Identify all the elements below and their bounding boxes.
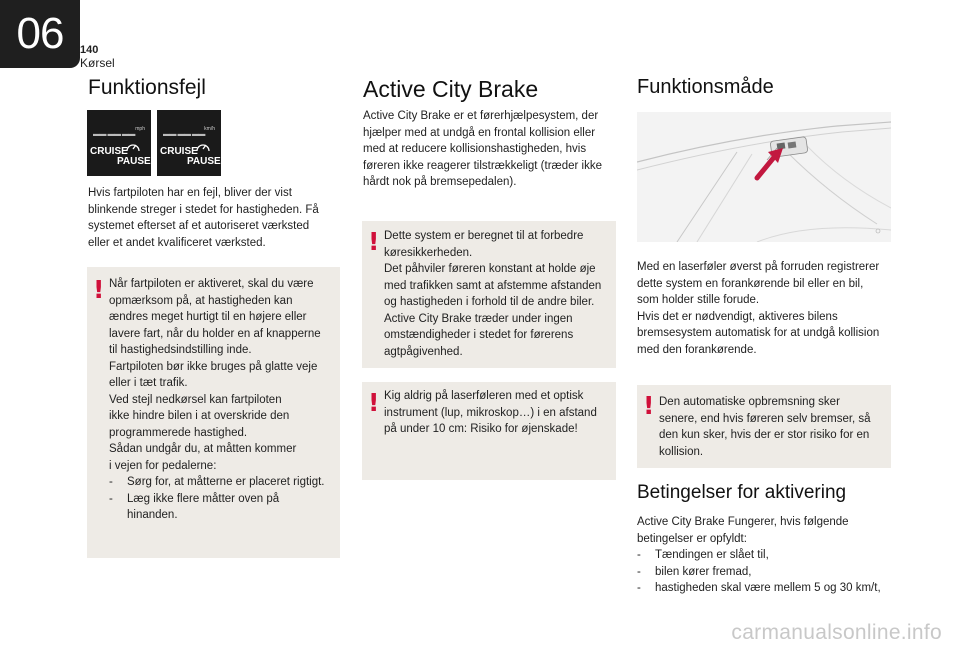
list-text: bilen kører fremad, xyxy=(655,565,752,578)
warning-text xyxy=(109,276,339,524)
warning-box-laser xyxy=(362,382,616,480)
list-item xyxy=(109,491,339,524)
warning-box-braking xyxy=(637,385,891,468)
cruise-pause-mph-icon xyxy=(87,110,151,176)
heading-betingelser: Betingelser for aktivering xyxy=(637,482,847,503)
list-item xyxy=(109,474,339,491)
list-text: Sørg for, at måtterne er placeret rigtigt. xyxy=(127,476,325,488)
cruise-pause-icons xyxy=(87,110,221,176)
text-line: Når fartpiloten er aktiveret, skal du være xyxy=(109,278,314,290)
text-line: i vejen for pedalerne: xyxy=(109,459,217,472)
text-line: Sådan undgår du, at måtten kommer xyxy=(109,443,297,455)
paragraph-funktionsmaade xyxy=(637,259,899,358)
text-line: Active City Brake Fungerer, hvis følgende xyxy=(637,516,849,528)
warning-text xyxy=(659,394,889,460)
text-line: agtpågivenhed. xyxy=(384,345,463,358)
text-line: Kig aldrig på laserføleren med et optisk xyxy=(384,390,584,402)
list-text: Tændingen er slået til, xyxy=(655,549,769,561)
list-text: Læg ikke flere måtter oven på xyxy=(127,492,280,505)
heading-funktionsmaade: Funktionsmåde xyxy=(637,76,774,98)
list-dash: - xyxy=(109,492,113,505)
text-line: med den forankørende. xyxy=(637,343,757,356)
unit-label: mph xyxy=(135,126,145,132)
blinking-dashes: ▬▬ ▬▬ ▬▬ xyxy=(163,131,205,138)
cruise-label: CRUISE xyxy=(90,146,128,157)
warning-icon: ! xyxy=(368,388,380,417)
pause-label: PAUSE xyxy=(117,156,151,167)
text-line: omstændigheder i stedet for førerens xyxy=(384,329,574,341)
warning-icon: ! xyxy=(368,227,380,256)
text-line: køresikkerheden. xyxy=(384,246,473,259)
text-line: programmerede hastighed. xyxy=(109,426,248,439)
text-line: Dette system er beregnet til at forbedre xyxy=(384,230,584,242)
text-line: dette system en forankørende bil eller en bil, xyxy=(637,277,864,290)
list-item xyxy=(637,547,899,564)
text-line: Active City Brake træder under ingen xyxy=(384,312,573,325)
warning-box-cruise xyxy=(87,267,340,558)
list-item xyxy=(637,564,899,581)
text-line: systemet efterset af et autoriseret værksted xyxy=(88,220,310,232)
list-dash: - xyxy=(637,565,641,578)
paragraph-active-city-brake xyxy=(363,108,621,191)
text-line: hårdt nok på bremsepedalen). xyxy=(363,176,517,188)
blinking-dashes: ▬▬ ▬▬ ▬▬ xyxy=(93,131,135,138)
text-line: Det påhviler føreren konstant at holde øje xyxy=(384,263,596,275)
text-line: Hvis fartpiloten har en fejl, bliver der vist xyxy=(88,187,292,199)
text-line: med at reducere kollisionshastigheden, hvis xyxy=(363,143,587,155)
warning-box-safety xyxy=(362,221,616,368)
paragraph-funktionsfejl xyxy=(88,185,348,251)
watermark: carmanualsonline.info xyxy=(731,621,942,644)
text-line: eller et andet kvalificeret værksted. xyxy=(88,236,266,249)
list-item xyxy=(637,580,899,597)
text-line: bremsesystem automatisk for at undgå kollision xyxy=(637,327,880,339)
text-line: instrument (lup, mikroskop…) i en afstand xyxy=(384,406,597,419)
text-line: den kun sker, hvis der er stor risiko for en xyxy=(659,429,870,441)
text-line: Active City Brake er et førerhjælpesystem, der xyxy=(363,110,599,122)
text-line: kollision. xyxy=(659,445,704,458)
warning-icon: ! xyxy=(643,391,655,420)
text-line: Fartpiloten bør ikke bruges på glatte veje xyxy=(109,360,318,373)
unit-label: km/h xyxy=(204,126,215,132)
text-line: føreren ikke reagerer tilstrækkeligt (træder ikke xyxy=(363,159,603,172)
text-line: Hvis det er nødvendigt, aktiveres bilens xyxy=(637,310,838,323)
chapter-tab: 06 xyxy=(0,0,80,68)
text-line: på under 10 cm: Risiko for øjenskade! xyxy=(384,423,578,435)
text-line: til hastighedsindstilling inde. xyxy=(109,344,252,356)
text-line: betingelser er opfyldt: xyxy=(637,532,747,545)
cruise-pause-kmh-icon xyxy=(157,110,221,176)
list-dash: - xyxy=(637,549,641,561)
car-windshield-drawing xyxy=(637,112,891,242)
text-line: blinkende streger i stedet for hastigheden. Få xyxy=(88,203,319,216)
heading-funktionsfejl: Funktionsfejl xyxy=(88,76,206,99)
text-line: lavere fart, når du holder en af knapperne xyxy=(109,327,321,340)
cruise-label: CRUISE xyxy=(160,146,198,157)
text-line: ikke hindre bilen i at overskride den xyxy=(109,410,290,422)
text-line: ændres meget hurtigt til en højere eller xyxy=(109,311,307,323)
list-text: hastigheden skal være mellem 5 og 30 km/t, xyxy=(655,582,881,594)
list-dash: - xyxy=(109,476,113,488)
list-text: hinanden. xyxy=(127,509,178,521)
text-line: opmærksom på, at hastigheden kan xyxy=(109,294,293,307)
text-line: eller i tæt trafik. xyxy=(109,377,188,389)
pause-label: PAUSE xyxy=(187,156,221,167)
warning-text xyxy=(384,228,614,360)
warning-text xyxy=(384,388,614,438)
windshield-sensor-illustration xyxy=(637,112,891,242)
paragraph-betingelser xyxy=(637,514,899,597)
text-line: Ved stejl nedkørsel kan fartpiloten xyxy=(109,393,282,406)
text-line: med trafikken samt at afstemme afstanden xyxy=(384,279,602,292)
text-line: Med en laserføler øverst på forruden registrerer xyxy=(637,261,880,273)
text-line: Den automatiske opbremsning sker xyxy=(659,396,840,408)
text-line: som holder stille forude. xyxy=(637,294,760,306)
text-line: hjælper med at undgå en frontal kollision eller xyxy=(363,126,596,139)
text-line: senere, end hvis føreren selv bremser, så xyxy=(659,412,871,425)
page-number: 140 xyxy=(80,44,99,56)
section-name: Kørsel xyxy=(80,56,115,70)
text-line: og hastigheden i forhold til de andre biler. xyxy=(384,296,595,308)
heading-active-city-brake: Active City Brake xyxy=(363,76,539,102)
list-dash: - xyxy=(637,582,641,594)
warning-icon: ! xyxy=(93,275,105,304)
